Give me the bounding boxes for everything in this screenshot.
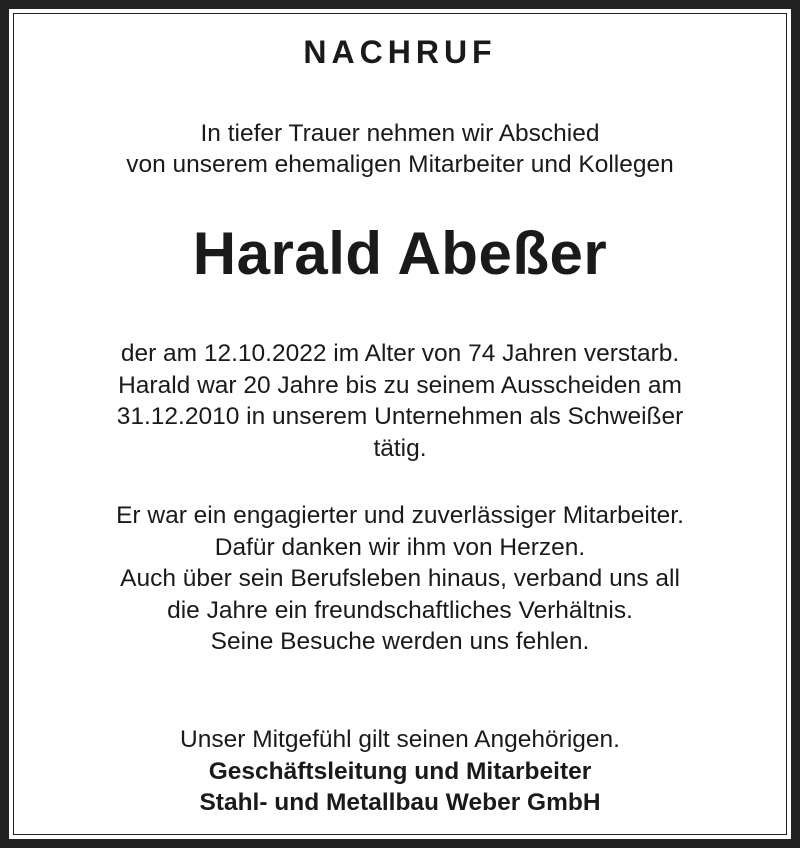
paragraph-line: tätig. <box>373 434 427 462</box>
condolence-line: Unser Mitgefühl gilt seinen Angehörigen. <box>180 726 620 753</box>
paragraph-line: Dafür danken wir ihm von Herzen. <box>214 533 586 561</box>
company-name: Stahl- und Metallbau Weber GmbH <box>199 789 601 816</box>
paragraph-line: die Jahre ein freundschaftliches Verhältnis. <box>167 596 633 624</box>
closing-block <box>0 724 800 819</box>
paragraph-line: Seine Besuche werden uns fehlen. <box>210 628 590 655</box>
paragraph-line: der am 12.10.2022 im Alter von 74 Jahren verstarb. <box>120 340 680 367</box>
tribute-paragraph <box>0 500 800 658</box>
intro-line: In tiefer Trauer nehmen wir Abschied <box>200 120 600 147</box>
paragraph-line: Auch über sein Berufsleben hinaus, verband uns all <box>120 565 680 592</box>
intro-text <box>0 118 800 180</box>
paragraph-line: Harald war 20 Jahre bis zu seinem Ausscheiden am <box>118 371 682 399</box>
intro-line: von unserem ehemaligen Mitarbeiter und Kollegen <box>126 151 674 178</box>
paragraph-line: 31.12.2010 in unserem Unternehmen als Schweißer <box>116 403 684 430</box>
deceased-name: Harald Abeßer <box>192 220 608 287</box>
death-details-paragraph <box>0 338 800 464</box>
paragraph-line: Er war ein engagierter und zuverlässiger Mitarbeiter. <box>116 502 684 529</box>
signature-line: Geschäftsleitung und Mitarbeiter <box>208 757 592 785</box>
notice-heading: NACHRUF <box>303 34 497 70</box>
